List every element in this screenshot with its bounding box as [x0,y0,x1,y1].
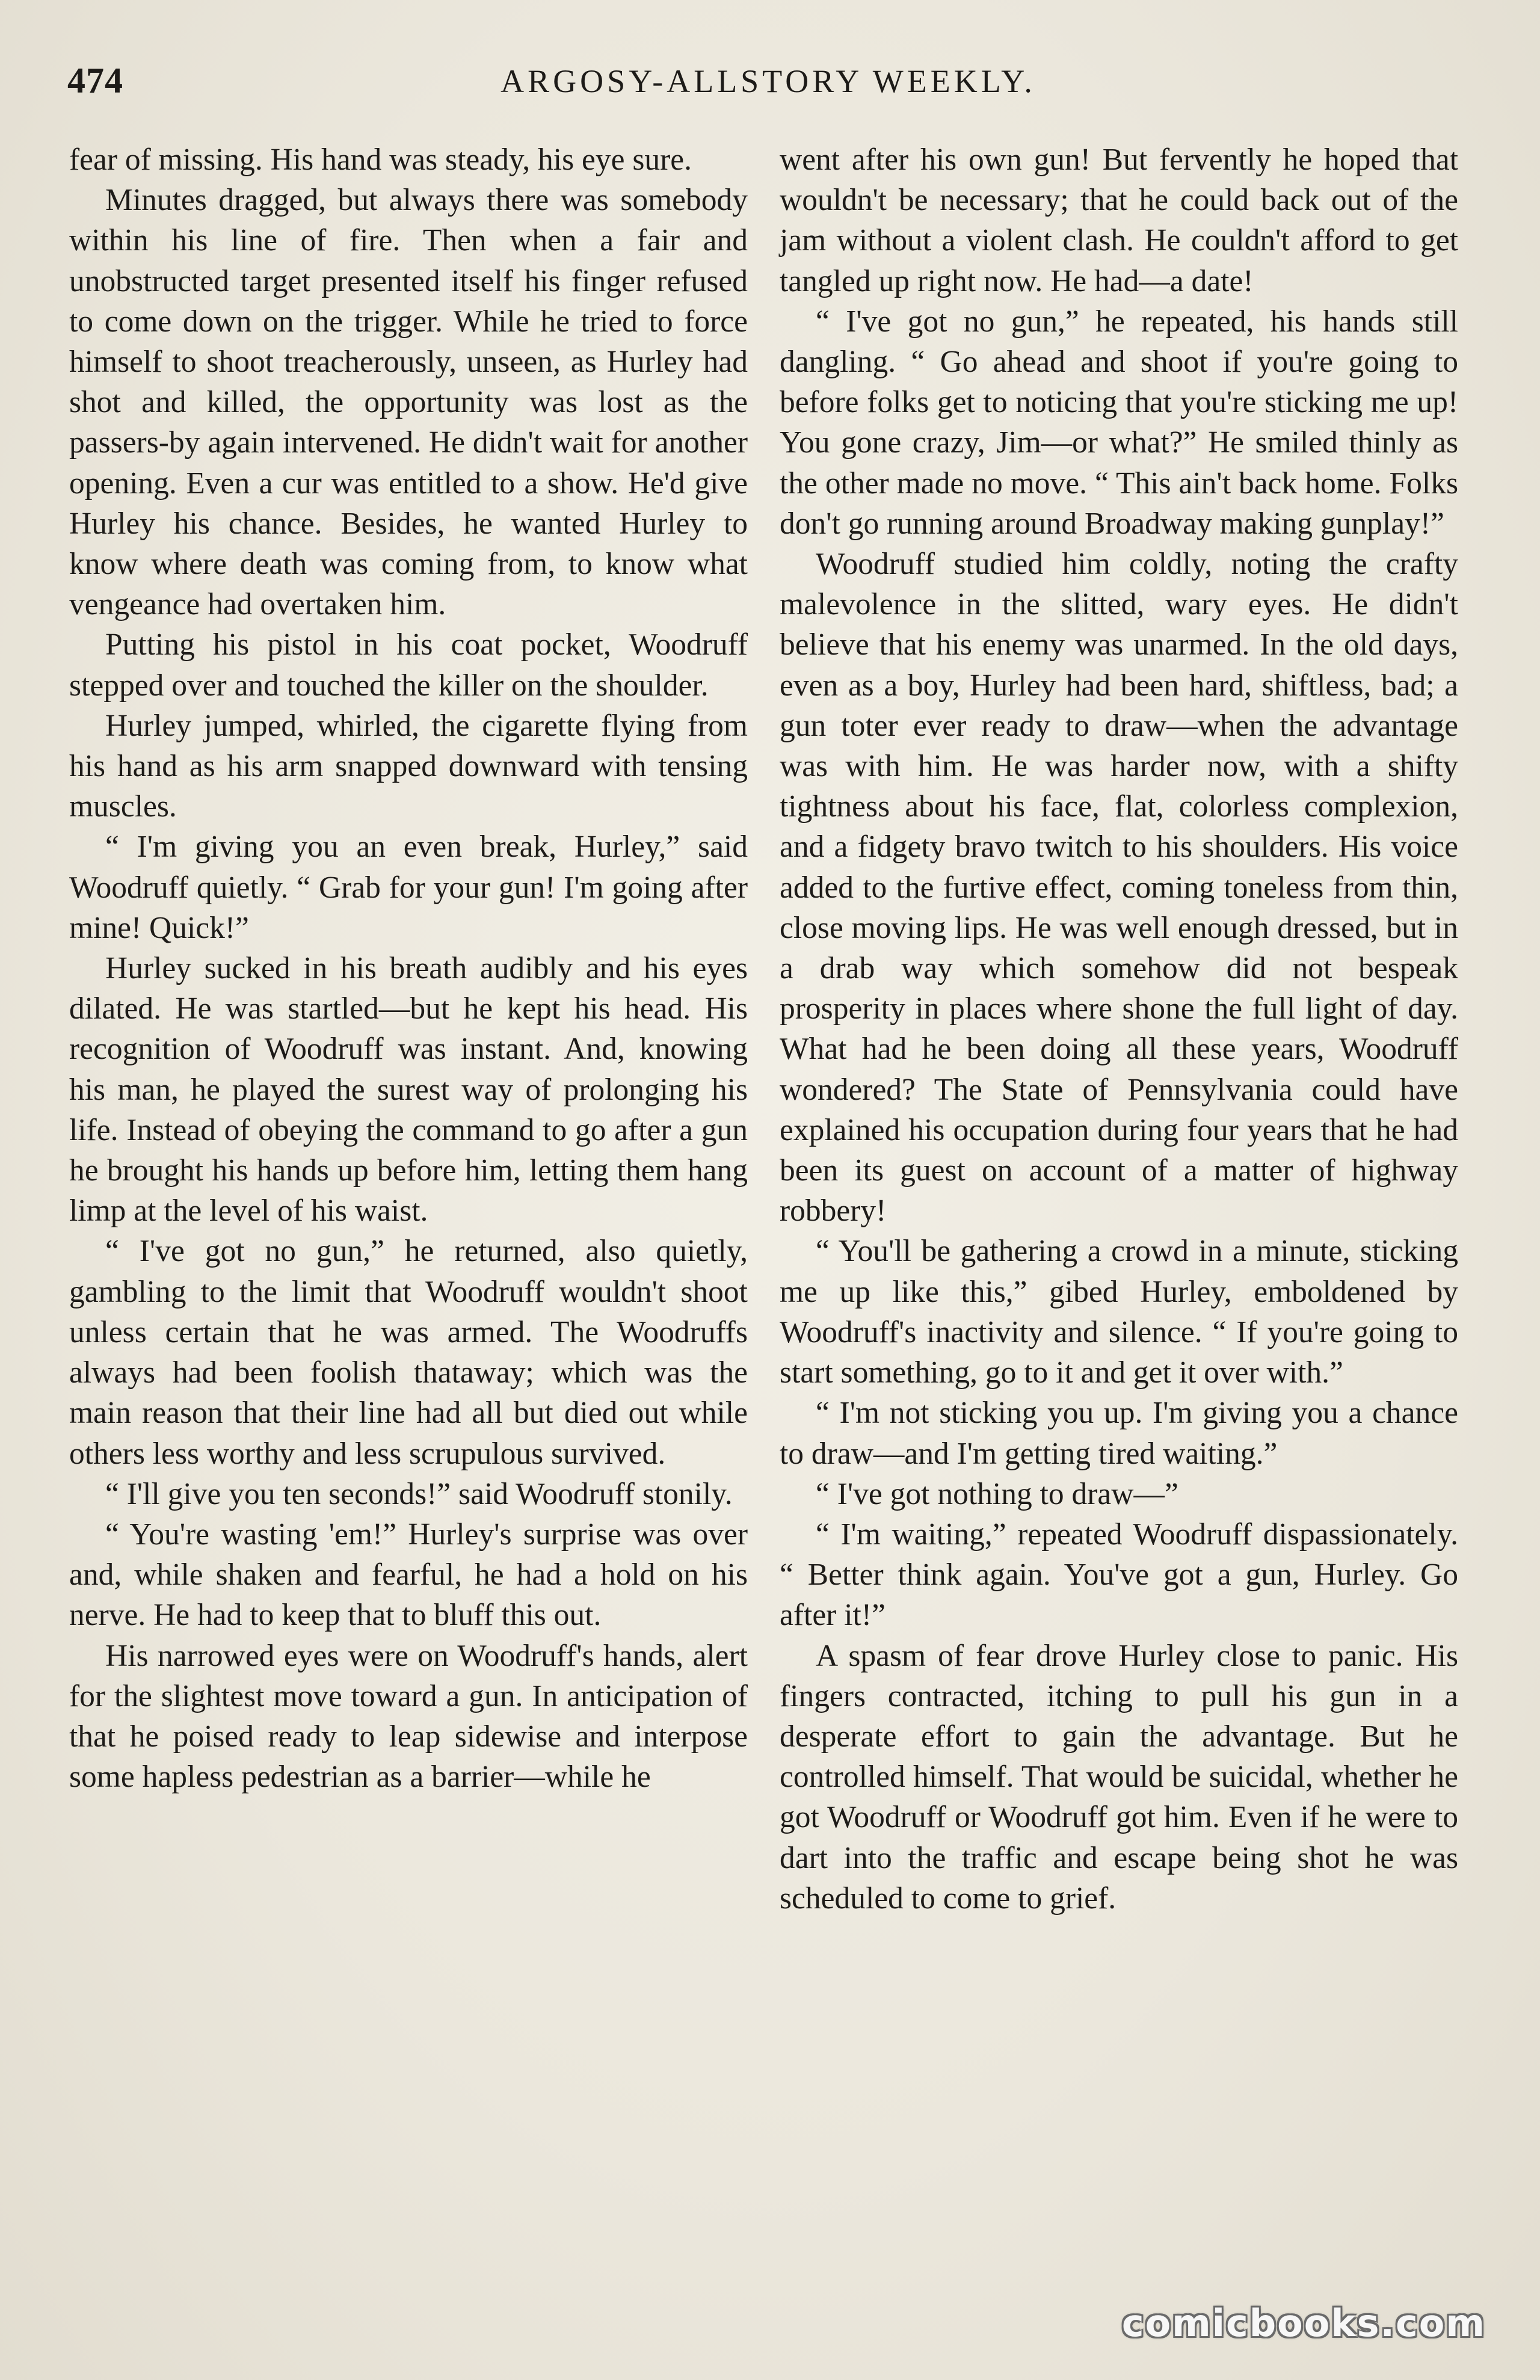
watermark-logo: comicbooks.com [1121,2301,1486,2345]
paragraph: “ I'm giving you an even break, Hurley,” said Woodruff quietly. “ Grab for your gun! I'm going after mine! Quick!” [69,830,748,945]
paragraph: went after his own gun! But fervently he hoped that wouldn't be necessary; that he could back out of the jam without a violent clash. He couldn't afford to get tangled up right now. He had—a date! [780,143,1458,298]
right-column [780,140,1458,1919]
page-number: 474 [67,61,123,100]
paragraph: “ I've got no gun,” he returned, also quietly, gambling to the limit that Woodruff wouldn't shoot unless certain that he was armed. The Woodruffs always had been foolish thataway; which was the main reason that their line had all but died out while others less worthy and less scrupulous survived. [69,1234,748,1471]
paragraph: Hurley jumped, whirled, the cigarette flying from his hand as his arm snapped downward with tensing muscles. [69,708,748,824]
left-column [69,140,748,1797]
paragraph: Hurley sucked in his breath audibly and his eyes dilated. He was startled—but he kept his head. His recognition of Woodruff was instant. And, knowing his man, he played the surest way of prolonging his life. Instead of obeying the command to go after a gun he brought his hands up before him, letting them hang limp at the level of his waist. [69,951,748,1229]
paragraph: “ I'll give you ten seconds!” said Woodruff stonily. [105,1476,733,1511]
running-head: ARGOSY-ALLSTORY WEEKLY. [500,63,1036,99]
paragraph: “ You'll be gathering a crowd in a minute, sticking me up like this,” gibed Hurley, emboldened by Woodruff's inactivity and silence. “ If you're going to start something, go to it and get it over with.” [780,1234,1458,1390]
paragraph: “ I'm waiting,” repeated Woodruff dispassionately. “ Better think again. You've got a gun, Hurley. Go after it!” [780,1517,1458,1633]
paragraph: “ I'm not sticking you up. I'm giving you a chance to draw—and I'm getting tired waiting.” [780,1396,1458,1471]
paragraph: Woodruff studied him coldly, noting the crafty malevolence in the slitted, wary eyes. He didn't believe that his enemy was unarmed. In the old days, even as a boy, Hurley had been hard, shiftless, bad; a gun toter ever ready to draw—when the advantage was with him. He was harder now, with a shifty tightness about his face, flat, colorless complexion, and a fidgety bravo twitch to his shoulders. His voice added to the furtive effect, coming toneless from thin, close moving lips. He was well enough dressed, but in a drab way which somehow did not bespeak prosperity in places where shone the full light of day. What had he been doing all these years, Woodruff wondered? The State of Pennsylvania could have explained his occupation during four years that he had been its guest on account of a matter of highway robbery! [780,547,1458,1229]
paragraph: Putting his pistol in his coat pocket, Woodruff stepped over and touched the killer on the shoulder. [69,627,748,703]
paragraph: “ I've got nothing to draw—” [816,1476,1178,1511]
paragraph: “ You're wasting 'em!” Hurley's surprise was over and, while shaken and fearful, he had a hold on his nerve. He had to keep that to bluff this out. [69,1517,748,1633]
paragraph: Minutes dragged, but always there was somebody within his line of fire. Then when a fair and unobstructed target presented itself his finger refused to come down on the trigger. While he tried to force himself to shoot treacherously, unseen, as Hurley had shot and killed, the opportunity was lost as the passers-by again intervened. He didn't wait for another opening. Even a cur was entitled to a show. He'd give Hurley his chance. Besides, he wanted Hurley to know where death was coming from, to know what vengeance had overtaken him. [69,183,748,622]
paragraph: His narrowed eyes were on Woodruff's hands, alert for the slightest move toward a gun. In anticipation of that he poised ready to leap sidewise and interpose some hapless pedestrian as a barrier—while he [69,1638,748,1795]
paragraph: fear of missing. His hand was steady, his eye sure. [69,143,692,177]
paragraph: A spasm of fear drove Hurley close to panic. His fingers contracted, itching to pull his gun in a desperate effort to gain the advantage. But he controlled himself. That would be suicidal, whether he got Woodruff or Woodruff got him. Even if he were to dart into the traffic and escape being shot he was scheduled to come to grief. [780,1638,1458,1916]
paragraph: “ I've got no gun,” he repeated, his hands still dangling. “ Go ahead and shoot if you're going to before folks get to noticing that you're sticking me up! You gone crazy, Jim—or what?” He smiled thinly as the other made no move. “ This ain't back home. Folks don't go running around Broadway making gunplay!” [780,304,1458,541]
page-header [67,60,1469,108]
